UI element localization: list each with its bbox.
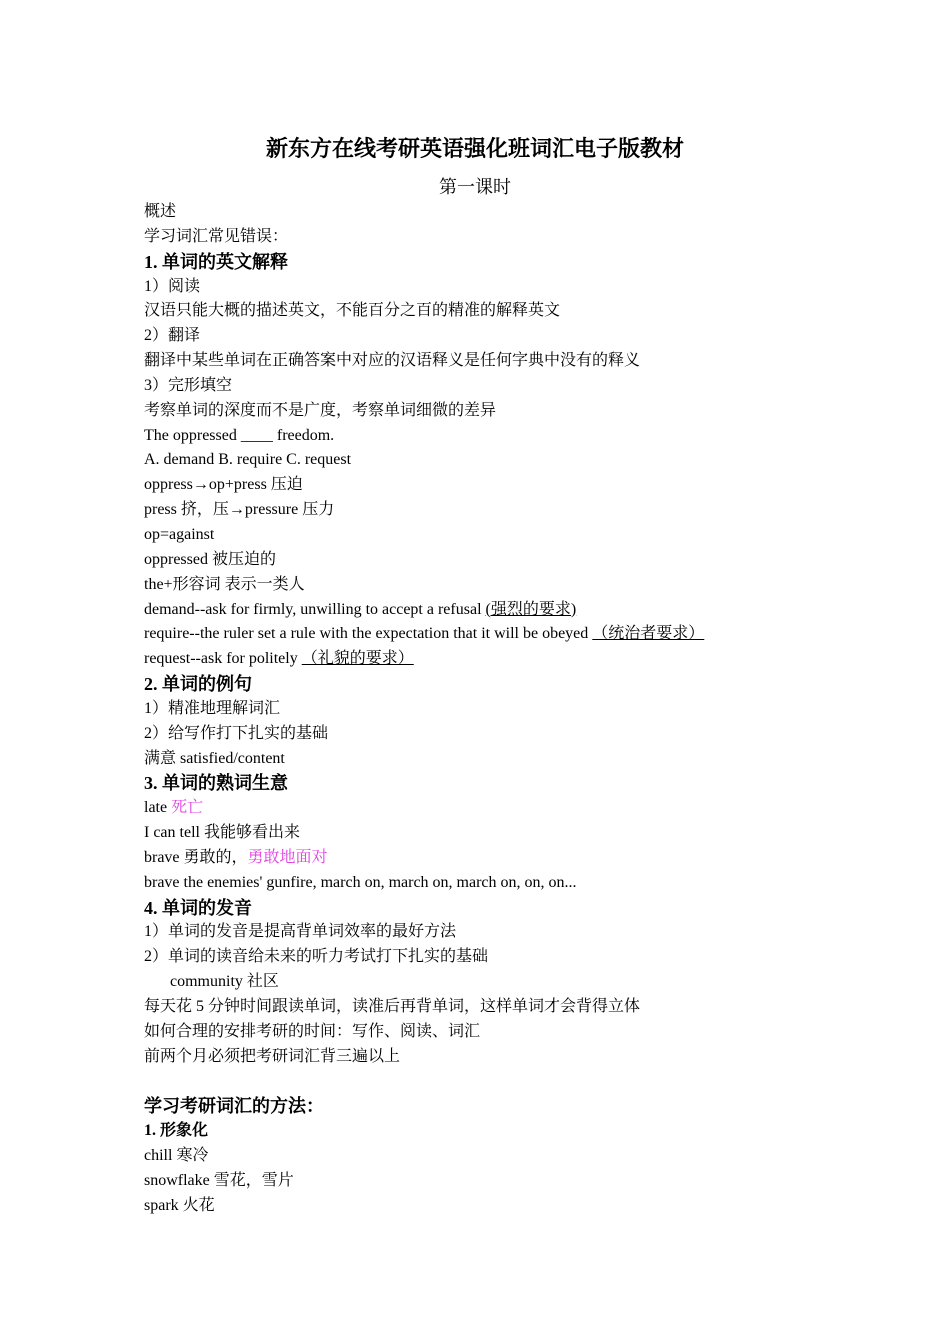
- example-sentence: The oppressed ____ freedom.: [144, 426, 335, 444]
- list-item-cloze: 3）完形填空: [144, 376, 233, 394]
- section-heading-study-methods: 学习考研词汇的方法：: [144, 1096, 324, 1117]
- text-line: 1）精准地理解词汇: [144, 699, 281, 717]
- subheading-visualization: 1. 形象化: [144, 1122, 209, 1140]
- definition-gloss: (强烈的要求): [485, 600, 577, 618]
- document-title: 新东方在线考研英语强化班词汇电子版教材: [265, 136, 684, 161]
- definition-text: request--ask for politely: [144, 650, 302, 668]
- text-line: 考察单词的深度而不是广度，考察单词细微的差异: [144, 401, 497, 419]
- text-line: oppress→op+press 压迫: [144, 476, 303, 494]
- example-options: A. demand B. require C. request: [144, 451, 352, 469]
- definition-text: demand--ask for firmly, unwilling to accept a refusal: [144, 600, 486, 618]
- text-line: press 挤，压→pressure 压力: [144, 501, 335, 519]
- document-body: [144, 200, 844, 1219]
- section-heading-pronunciation: 4. 单词的发音: [144, 897, 252, 918]
- text-line: I can tell 我能够看出来: [144, 824, 300, 842]
- list-item-translation: 2）翻译: [144, 327, 201, 345]
- section-heading-familiar-words: 3. 单词的熟词生意: [144, 773, 288, 794]
- section-heading-english-definition: 1. 单词的英文解释: [144, 251, 288, 272]
- lesson-subtitle: 第一课时: [439, 177, 511, 197]
- definition-demand: [144, 598, 844, 623]
- text-line: 汉语只能大概的描述英文，不能百分之百的精准的解释英文: [144, 302, 561, 320]
- text-line: brave the enemies' gunfire, march on, march on, march on, on, on...: [144, 873, 577, 891]
- text-line-brave: [144, 846, 844, 871]
- text-line-late: [144, 796, 844, 821]
- text-line: chill 寒冷: [144, 1147, 209, 1165]
- text-line: 满意 satisfied/content: [144, 749, 285, 767]
- text-line: spark 火花: [144, 1196, 215, 1214]
- text-line: op=against: [144, 525, 215, 543]
- highlight-meaning: 死亡: [171, 799, 204, 817]
- definition-gloss: （统治者要求）: [592, 625, 705, 643]
- text-line: 2）单词的读音给未来的听力考试打下扎实的基础: [144, 948, 489, 966]
- text-line: community 社区: [170, 973, 279, 991]
- text-line: 前两个月必须把考研词汇背三遍以上: [144, 1047, 401, 1065]
- definition-text: require--the ruler set a rule with the expectation that it will be obeyed: [144, 625, 593, 643]
- word: brave 勇敢的，: [144, 848, 248, 866]
- text-line: oppressed 被压迫的: [144, 550, 276, 568]
- blank-line: [144, 1070, 844, 1095]
- section-heading-example-sentences: 2. 单词的例句: [144, 674, 252, 695]
- list-item-reading: 1）阅读: [144, 277, 201, 295]
- text-line: 每天花 5 分钟时间跟读单词，读准后再背单词，这样单词才会背得立体: [144, 998, 641, 1015]
- definition-require: [144, 622, 844, 647]
- text-line: 1）单词的发音是提高背单词效率的最好方法: [144, 923, 457, 941]
- text-line: 如何合理的安排考研的时间：写作、阅读、词汇: [144, 1022, 481, 1040]
- highlight-meaning: 勇敢地面对: [247, 848, 328, 866]
- overview-label: 概述: [144, 203, 177, 220]
- definition-gloss: （礼貌的要求）: [301, 650, 414, 668]
- text-line: 2）给写作打下扎实的基础: [144, 724, 329, 742]
- text-line: snowflake 雪花，雪片: [144, 1171, 294, 1189]
- text-line: 翻译中某些单词在正确答案中对应的汉语释义是任何字典中没有的释义: [144, 352, 641, 370]
- common-errors-label: 学习词汇常见错误：: [144, 227, 289, 245]
- word: late: [144, 799, 172, 817]
- text-line: the+形容词 表示一类人: [144, 575, 305, 593]
- definition-request: [144, 647, 844, 672]
